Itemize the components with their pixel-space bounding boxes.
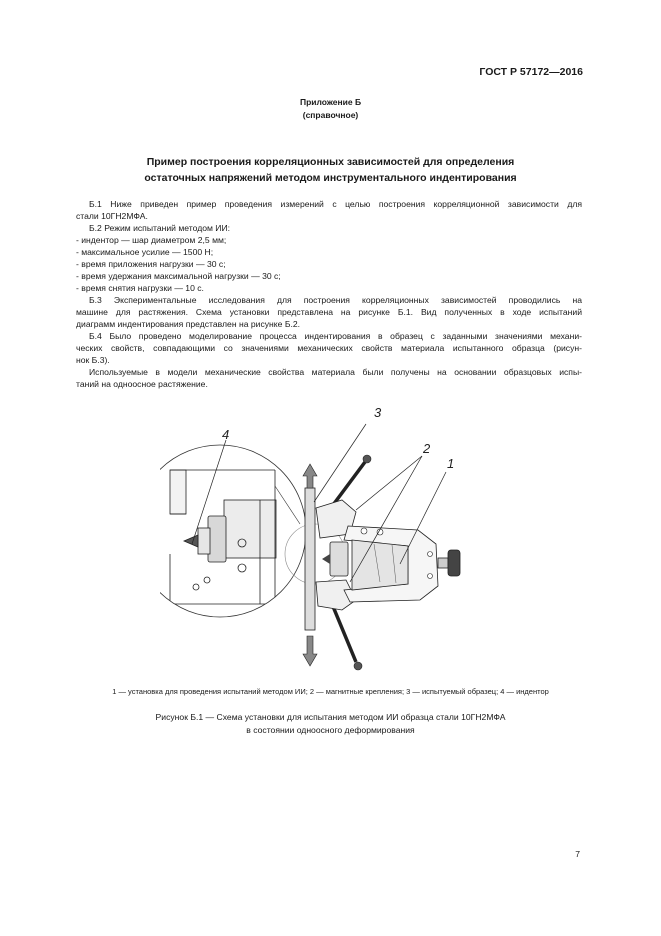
- body-line: Б.4 Было проведено моделирование процесса индентирования в образец с заданными значениями механи-: [89, 331, 582, 341]
- body-line: Используемые в модели механические свойства материала были получены на основании образцовых испы-: [89, 367, 582, 377]
- body-line: Б.1 Ниже приведен пример проведения измерений с целью построения корреляционной зависимости для: [89, 199, 582, 209]
- section-heading-line2: остаточных напряжений методом инструментального индентирования: [144, 172, 517, 184]
- figure-caption-line1: Рисунок Б.1 — Схема установки для испытания методом ИИ образца стали 10ГН2МФА: [155, 712, 506, 722]
- body-line: - время снятия нагрузки — 10 с.: [76, 283, 204, 293]
- figure-b1: [160, 404, 480, 680]
- body-line: - время приложения нагрузки — 30 с;: [76, 259, 226, 269]
- arrow-down-icon: [303, 636, 317, 666]
- adjust-knob: [448, 550, 460, 576]
- callout-1: 1: [447, 456, 455, 471]
- specimen-strip: [305, 488, 315, 630]
- appendix-type: (справочное): [302, 110, 359, 120]
- callout-4: 4: [222, 427, 230, 442]
- body-line: стали 10ГН2МФА.: [76, 211, 148, 221]
- appendix-title: Приложение Б: [299, 97, 362, 107]
- figure-legend: 1 — установка для проведения испытаний методом ИИ; 2 — магнитные крепления; 3 — испытуемый образец; 4 — индентор: [112, 687, 549, 696]
- section-heading-line1: Пример построения корреляционных зависимостей для определения: [146, 156, 515, 168]
- callout-3: 3: [374, 405, 382, 420]
- body-line: таний на одноосное растяжение.: [76, 379, 208, 389]
- body-line: машине для растяжения. Схема установки представлена на рисунке Б.1. Вид полученных в ходе испытаний: [76, 307, 582, 317]
- body-line: - максимальное усилие — 1500 Н;: [76, 247, 214, 257]
- body-line: нок Б.3).: [76, 355, 110, 365]
- mount-rod-lower: [332, 604, 356, 662]
- body-line: - время удержания максимальной нагрузки — 30 с;: [76, 271, 281, 281]
- body-line: диаграмм индентирования представлен на рисунке Б.2.: [76, 319, 301, 329]
- test-setup-drawing: [160, 404, 480, 680]
- body-text: [76, 198, 582, 390]
- arrow-up-icon: [303, 464, 317, 488]
- body-line: Б.3 Экспериментальные исследования для построения корреляционных зависимостей проводились на: [89, 295, 582, 305]
- body-line: - индентор — шар диаметром 2,5 мм;: [76, 235, 227, 245]
- page-number: 7: [575, 849, 580, 859]
- body-line: Б.2 Режим испытаний методом ИИ:: [89, 223, 231, 233]
- figure-caption-line2: в состоянии одноосного деформирования: [246, 725, 415, 735]
- standard-number: ГОСТ Р 57172—2016: [479, 66, 583, 78]
- body-line: ческих свойств, совпадающими со значениями механических свойств материала испытанного образца (рисун-: [76, 343, 582, 353]
- callout-2: 2: [423, 441, 431, 456]
